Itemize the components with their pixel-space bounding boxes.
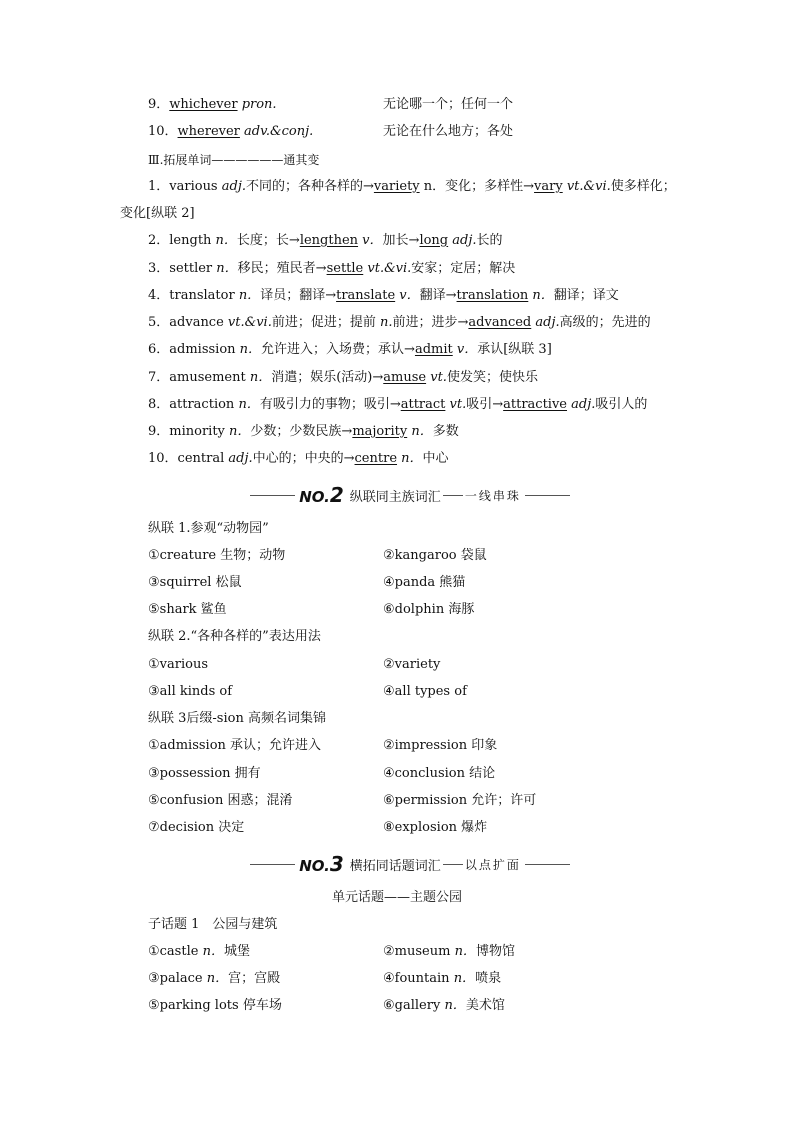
text: 美术馆 <box>465 998 505 1013</box>
text: ④fountain <box>383 971 454 986</box>
text: 博物馆 <box>475 944 515 959</box>
text: ②museum <box>383 944 455 959</box>
derivation-item-3 <box>148 260 515 278</box>
answer: variety <box>373 179 420 194</box>
text: 6．admission <box>148 342 240 357</box>
group-item: ⑥dolphin 海豚 <box>383 602 475 617</box>
topic-item <box>383 943 515 961</box>
banner-subtitle: 以点扩面 <box>464 857 521 872</box>
text: 使多样化； <box>610 179 676 194</box>
heading-label: Ⅲ.拓展单词 <box>148 153 212 167</box>
pos: n． <box>216 261 238 276</box>
text: 城堡 <box>223 944 250 959</box>
topic-item <box>148 943 250 961</box>
text: 5．advance <box>148 315 228 330</box>
pos: adj. <box>228 451 253 466</box>
text: 翻译；译文 <box>553 288 619 303</box>
banner-number <box>299 483 344 507</box>
group-title-3: 纵联 3后缀-sion 高频名词集锦 <box>148 711 326 726</box>
heading-sub: 通其变 <box>283 153 320 167</box>
derivation-item-7 <box>148 369 538 387</box>
text: 允许进入；入场费；承认→ <box>261 342 415 357</box>
group-item: ①admission 承认；允许进入 <box>148 738 322 753</box>
group-item: ②variety <box>383 657 441 672</box>
text: 不同的；各种各样的→ <box>246 179 374 194</box>
text: 8．attraction <box>148 397 239 412</box>
section-heading <box>148 151 319 169</box>
text: 安家；定居；解决 <box>411 261 516 276</box>
banner-num: 3 <box>329 852 344 876</box>
group-item: ④conclusion 结论 <box>383 766 496 781</box>
derivation-item-9 <box>148 423 459 441</box>
banner-no-label: NO. <box>299 488 330 506</box>
derivation-item-8 <box>148 396 647 414</box>
text: n．变化；多样性→ <box>419 179 535 194</box>
text: 高级的；先进的 <box>559 315 651 330</box>
topic-item: ⑤parking lots 停车场 <box>148 998 282 1013</box>
divider <box>250 864 295 865</box>
derivation-item-10 <box>148 450 449 468</box>
pos: v． <box>358 233 383 248</box>
section-banner-no3 <box>250 852 570 876</box>
pos: n． <box>453 971 476 986</box>
text: 中心 <box>422 451 449 466</box>
banner-number <box>299 852 344 876</box>
text: 吸引→ <box>466 397 504 412</box>
answer: lengthen <box>299 233 359 248</box>
text: 长的 <box>476 233 503 248</box>
subtopic-title: 子话题 1 公园与建筑 <box>148 917 278 932</box>
group-item: ⑥permission 允许；许可 <box>383 793 537 808</box>
answer: settle <box>326 261 364 276</box>
banner-title: 横拓同话题词汇 <box>349 858 441 874</box>
pos: n． <box>215 233 237 248</box>
vocab-line-10 <box>148 123 313 141</box>
answer: advanced <box>468 315 532 330</box>
vocab-line-10-meaning: 无论在什么地方；各处 <box>383 124 514 139</box>
text: 3．settler <box>148 261 217 276</box>
group-item: ①various <box>148 657 208 672</box>
text: 9．minority <box>148 424 230 439</box>
group-item: ④panda 熊猫 <box>383 575 466 590</box>
pos: v． <box>395 288 420 303</box>
vocab-word: whichever <box>169 97 238 112</box>
group-item: ①creature 生物；动物 <box>148 548 286 563</box>
answer: translate <box>336 288 396 303</box>
topic-item <box>383 970 501 988</box>
pos: vt.&vi. <box>227 315 272 330</box>
text: 前进；进步→ <box>392 315 469 330</box>
banner-subtitle: 一线串珠 <box>464 488 521 503</box>
text: 有吸引力的事物；吸引→ <box>259 397 401 412</box>
group-item: ④all types of <box>383 684 467 699</box>
pos: n． <box>407 424 433 439</box>
pos: adj. <box>448 233 477 248</box>
banner-no-label: NO. <box>299 857 330 875</box>
pos: adj. <box>531 315 560 330</box>
text: ⑥gallery <box>383 998 445 1013</box>
pos: n． <box>206 971 229 986</box>
topic-title: 单元话题——主题公园 <box>331 890 462 905</box>
text: 承认[纵联 3] <box>477 342 552 357</box>
topic-item <box>148 970 280 988</box>
group-item: ⑤confusion 困惑；混淆 <box>148 793 293 808</box>
answer: majority <box>352 424 408 439</box>
text: 多数 <box>432 424 459 439</box>
pos: n． <box>454 944 476 959</box>
answer: translation <box>456 288 529 303</box>
answer: attract <box>400 397 446 412</box>
pos: v． <box>452 342 478 357</box>
derivation-item-5 <box>148 314 651 332</box>
text: 宫；宫殿 <box>228 971 281 986</box>
text: 加长→ <box>382 233 420 248</box>
text: 2．length <box>148 233 216 248</box>
text: ①castle <box>148 944 203 959</box>
pos: vt.&vi. <box>363 261 412 276</box>
section-banner-no2 <box>250 483 570 507</box>
divider <box>250 495 295 496</box>
group-title-1: 纵联 1.参观“动物园” <box>148 521 269 536</box>
pos: adj. <box>567 397 596 412</box>
derivation-item-2 <box>148 232 503 250</box>
pos: vt.&vi. <box>562 179 611 194</box>
divider <box>525 864 570 865</box>
text: 7．amusement <box>148 370 250 385</box>
group-title-2: 纵联 2.“各种各样的”表达用法 <box>148 629 321 644</box>
answer: centre <box>354 451 398 466</box>
divider <box>443 864 463 865</box>
vocab-line-9 <box>148 96 277 114</box>
pos: n． <box>202 944 224 959</box>
part-of-speech: pron. <box>241 97 277 112</box>
pos: n． <box>229 424 251 439</box>
text: 使发笑；使快乐 <box>446 370 538 385</box>
answer: attractive <box>503 397 568 412</box>
item-number: 9． <box>148 97 170 112</box>
vocab-line-9-meaning: 无论哪一个；任何一个 <box>383 97 514 112</box>
derivation-item-4 <box>148 287 619 305</box>
banner-num: 2 <box>329 483 344 507</box>
text: ③palace <box>148 971 207 986</box>
answer: long <box>419 233 449 248</box>
text: 翻译→ <box>419 288 457 303</box>
divider <box>443 495 463 496</box>
pos: n． <box>528 288 554 303</box>
answer: admit <box>414 342 453 357</box>
pos: vt. <box>445 397 467 412</box>
group-item: ③possession 拥有 <box>148 766 261 781</box>
text: 1．various <box>148 179 222 194</box>
divider <box>525 495 570 496</box>
answer: vary <box>534 179 563 194</box>
group-item: ③all kinds of <box>148 684 233 699</box>
pos: n． <box>249 370 272 385</box>
group-item: ③squirrel 松鼠 <box>148 575 242 590</box>
banner-title: 纵联同主族词汇 <box>349 489 441 505</box>
derivation-item-6 <box>148 341 552 359</box>
text: 前进；促进；提前 <box>271 315 380 330</box>
pos: n． <box>238 397 260 412</box>
text: 4．translator <box>148 288 239 303</box>
group-item: ②kangaroo 袋鼠 <box>383 548 487 563</box>
part-of-speech: adv.&conj. <box>244 124 314 139</box>
text: 少数；少数民族→ <box>250 424 353 439</box>
item-number: 10． <box>148 124 178 139</box>
text: 10．central <box>148 451 229 466</box>
text: 吸引人的 <box>595 397 648 412</box>
text: 喷泉 <box>475 971 502 986</box>
text: 中心的；中央的→ <box>252 451 355 466</box>
pos: vt. <box>426 370 447 385</box>
pos: n． <box>238 288 261 303</box>
pos: adj. <box>221 179 246 194</box>
group-item: ⑧explosion 爆炸 <box>383 820 488 835</box>
pos: n. <box>379 315 393 330</box>
text: 移民；殖民者→ <box>237 261 327 276</box>
group-item: ②impression 印象 <box>383 738 498 753</box>
topic-item <box>383 997 505 1015</box>
pos: n． <box>444 998 466 1013</box>
text: 译员；翻译→ <box>260 288 337 303</box>
derivation-item-1 <box>148 178 676 196</box>
heading-dash: —————— <box>211 153 284 167</box>
answer: amuse <box>383 370 427 385</box>
pos: n． <box>239 342 262 357</box>
vocab-word: wherever <box>177 124 240 139</box>
derivation-item-1-cont: 变化[纵联 2] <box>120 206 195 221</box>
group-item: ⑦decision 决定 <box>148 820 245 835</box>
group-item: ⑤shark 鲨鱼 <box>148 602 227 617</box>
pos: n． <box>397 451 423 466</box>
text: 消遣；娱乐(活动)→ <box>271 370 384 385</box>
text: 长度；长→ <box>236 233 300 248</box>
